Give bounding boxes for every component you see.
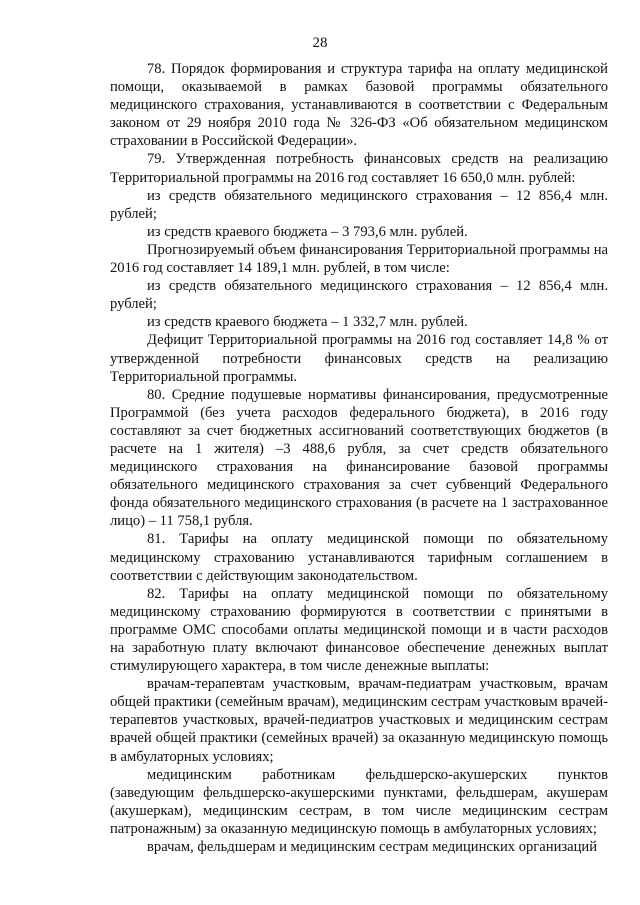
paragraph-79-oms: из средств обязательного медицинского страхования – 12 856,4 млн. рублей; xyxy=(110,187,608,222)
paragraph-82: 82. Тарифы на оплату медицинской помощи по обязательному медицинскому страхованию формируются в соответствии с принятыми в программе ОМС способами оплаты медицинской помощи и в части расходов на заработную плату включают финансовое обеспечение денежных выплат стимулирующего характера, в том числе денежные выплаты: xyxy=(110,585,608,675)
paragraph-forecast-oms: из средств обязательного медицинского страхования – 12 856,4 млн. рублей; xyxy=(110,278,608,313)
paragraph-82-fap-workers: медицинским работникам фельдшерско-акушерских пунктов (заведующим фельдшерско-акушерскими пунктами, фельдшерам, акушерам (акушеркам), медицинским сестрам, в том числе медицинским сестрам патронажным) за оказанную медицинскую помощь в амбулаторных условиях; xyxy=(110,766,608,837)
paragraph-78: 78. Порядок формирования и структура тарифа на оплату медицинской помощи, оказываемой в рамках базовой программы обязательного медицинского страхования, устанавливаются в соответствии с Федеральным законом от 29 ноября 2010 года № 326-ФЗ «Об обязательном медицинском страховании в Российской Федерации». xyxy=(110,61,608,150)
document-body xyxy=(110,60,608,856)
paragraph-forecast-budget: из средств краевого бюджета – 1 332,7 млн. рублей. xyxy=(147,314,468,331)
page-number: 28 xyxy=(312,35,328,51)
paragraph-79: 79. Утвержденная потребность финансовых средств на реализацию Территориальной программы на 2016 год составляет 16 650,0 млн. рублей: xyxy=(110,151,608,186)
paragraph-79-budget: из средств краевого бюджета – 3 793,6 млн. рублей. xyxy=(147,223,468,240)
paragraph-81: 81. Тарифы на оплату медицинской помощи по обязательному медицинскому страхованию устанавливаются тарифным соглашением в соответствии с действующим законодательством. xyxy=(110,531,608,584)
paragraph-82-therapists: врачам-терапевтам участковым, врачам-педиатрам участковым, врачам общей практики (семейным врачам), медицинским сестрам участковым врачей-терапевтов участковых, врачей-педиатров участковых и медицинским сестрам врачей общей практики (семейных врачей) за оказанную медицинскую помощь в амбулаторных условиях; xyxy=(110,676,608,765)
paragraph-deficit: Дефицит Территориальной программы на 2016 год составляет 14,8 % от утвержденной потребности финансовых средств на реализацию Территориальной программы. xyxy=(110,332,608,385)
paragraph-80: 80. Средние подушевые нормативы финансирования, предусмотренные Программой (без учета расходов федерального бюджета), в 2016 году составляют за счет бюджетных ассигнований соответствующих бюджетов (в расчете на 1 жителя) –3 488,6 рубля, за счет средств обязательного медицинского страхования на финансирование базовой программы обязательного медицинского страхования за счет субвенций Федерального фонда обязательного медицинского страхования (в расчете на 1 застрахованное лицо) – 11 758,1 рубля. xyxy=(110,386,608,530)
paragraph-82-organizations: врачам, фельдшерам и медицинским сестрам медицинских организаций xyxy=(147,839,598,856)
paragraph-forecast: Прогнозируемый объем финансирования Территориальной программы на 2016 год составляет 14 189,1 млн. рублей, в том числе: xyxy=(110,241,608,277)
